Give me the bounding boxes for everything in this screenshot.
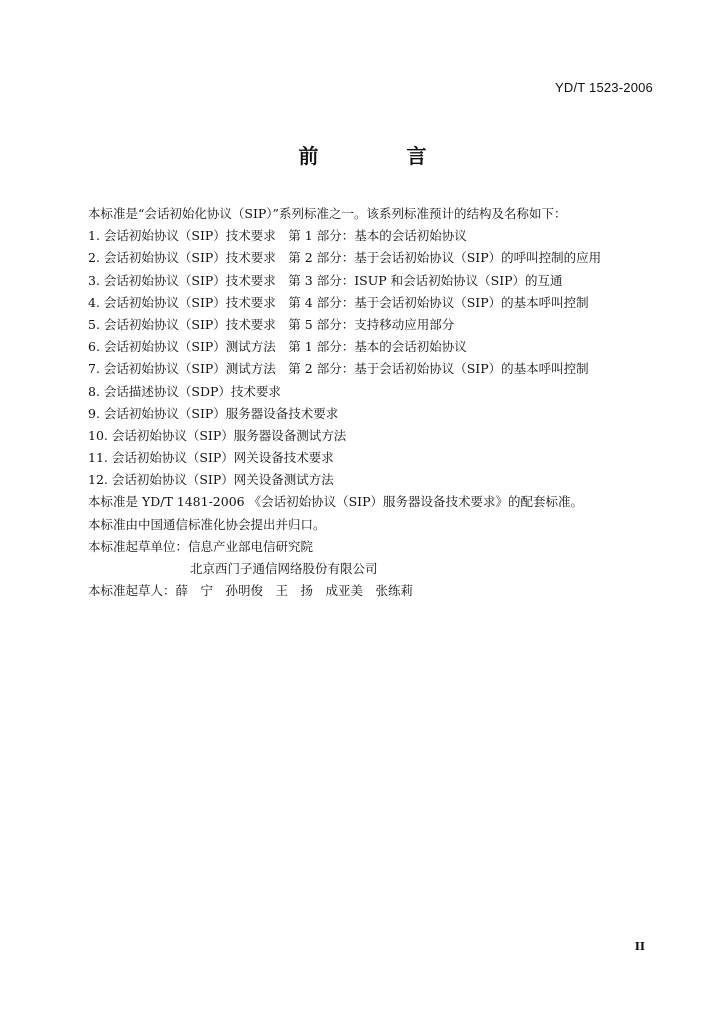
document-code: YD/T 1523-2006 (555, 80, 653, 95)
list-item: 5. 会话初始协议（SIP）技术要求 第 5 部分：支持移动应用部分 (88, 316, 455, 332)
list-item: 2. 会话初始协议（SIP）技术要求 第 2 部分：基于会话初始协议（SIP）的呼叫控制的应用 (88, 250, 602, 266)
list-item: 6. 会话初始协议（SIP）测试方法 第 1 部分：基本的会话初始协议 (88, 339, 467, 355)
page-title: 前 言 (298, 144, 461, 168)
list-item: 7. 会话初始协议（SIP）测试方法 第 2 部分：基于会话初始协议（SIP）的基本呼叫控制 (88, 361, 589, 377)
page-number: II (634, 940, 645, 953)
foreword-body (88, 203, 665, 602)
drafting-units-extra: 北京西门子通信网络股份有限公司 (190, 561, 378, 576)
supporting-standard-text: 本标准是 YD/T 1481-2006 《会话初始协议（SIP）服务器设备技术要求》的配套标准。 (88, 494, 584, 510)
list-item: 1. 会话初始协议（SIP）技术要求 第 1 部分：基本的会话初始协议 (88, 228, 467, 244)
list-item: 4. 会话初始协议（SIP）技术要求 第 4 部分：基于会话初始协议（SIP）的基本呼叫控制 (88, 294, 589, 310)
intro-text: 本标准是“会话初始化协议（SIP）”系列标准之一。该系列标准预计的结构及名称如下： (88, 206, 567, 221)
drafters-text: 本标准起草人：薛 宁 孙明俊 王 扬 成亚美 张练莉 (88, 583, 414, 599)
list-item: 10. 会话初始协议（SIP）服务器设备测试方法 (88, 427, 347, 443)
list-item: 3. 会话初始协议（SIP）技术要求 第 3 部分：ISUP 和会话初始协议（SIP）的互通 (88, 272, 563, 288)
list-item: 9. 会话初始协议（SIP）服务器设备技术要求 (88, 405, 339, 421)
list-item: 12. 会话初始协议（SIP）网关设备测试方法 (88, 472, 334, 488)
list-item: 8. 会话描述协议（SDP）技术要求 (88, 383, 281, 399)
proposer-text: 本标准由中国通信标准化协会提出并归口。 (88, 516, 326, 532)
list-item: 11. 会话初始协议（SIP）网关设备技术要求 (88, 450, 334, 466)
drafting-units-text: 本标准起草单位：信息产业部电信研究院 (88, 538, 314, 554)
